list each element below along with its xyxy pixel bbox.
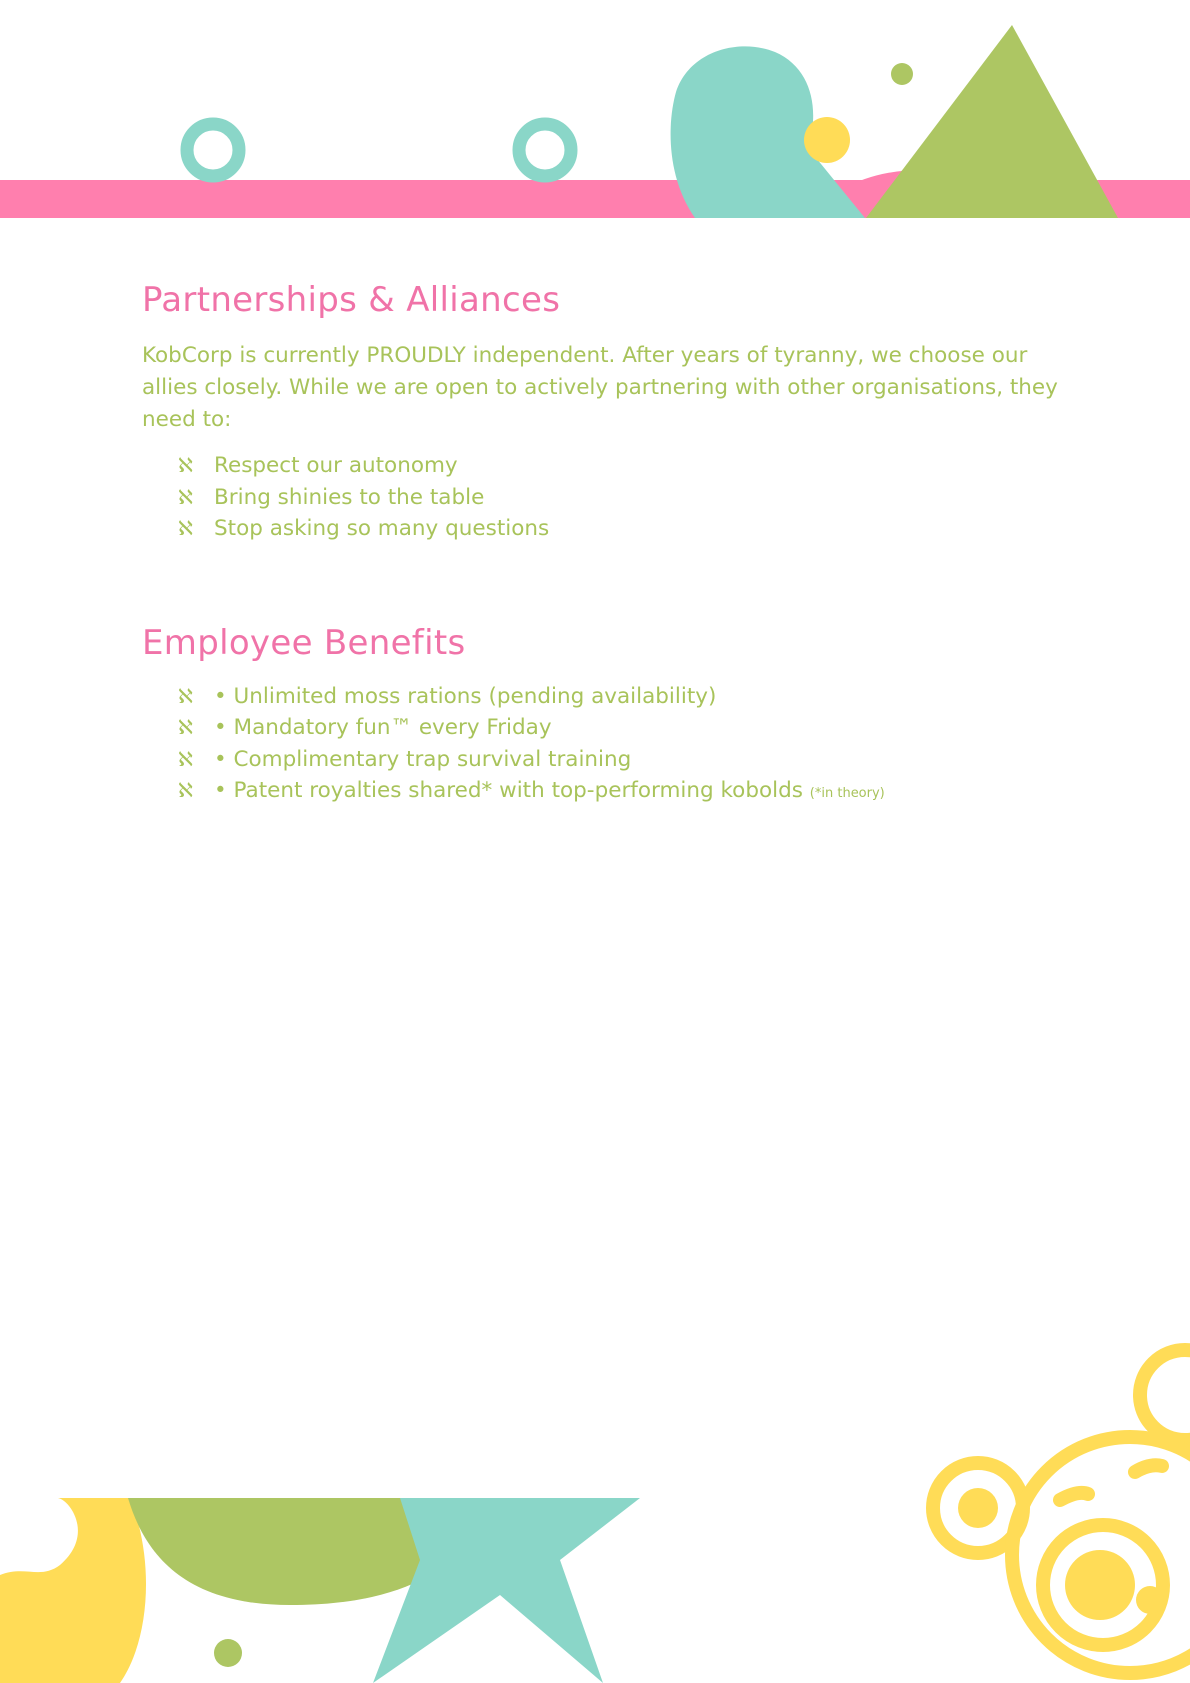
list-item <box>142 450 1062 482</box>
list-item <box>142 681 1062 713</box>
list-item-text: Bring shinies to the table <box>214 484 485 510</box>
list-item <box>142 712 1062 744</box>
benefits-section <box>142 623 1062 810</box>
kobold-nose <box>1136 1586 1164 1614</box>
page-content <box>142 280 1062 810</box>
teal-ring-right <box>519 124 571 176</box>
footnote-note: (*in theory) <box>809 786 885 801</box>
benefits-list <box>142 681 1062 810</box>
top-decorative-banner <box>0 0 1190 220</box>
list-item-text: Respect our autonomy <box>214 453 458 478</box>
kobold-brow-right <box>1135 1465 1162 1472</box>
benefits-heading: Employee Benefits <box>142 622 466 663</box>
list-item <box>142 775 1062 810</box>
yellow-dot <box>804 117 850 163</box>
kobold-ear-inner <box>958 1488 998 1528</box>
small-green-dot <box>891 63 913 85</box>
green-triangle <box>866 25 1118 218</box>
small-green-dot <box>214 1639 242 1667</box>
aleph-bullet-icon: ℵ <box>178 484 193 509</box>
bottom-decorative-graphics <box>0 1330 1190 1683</box>
partnerships-requirements-list <box>142 450 1062 545</box>
kobold-brow-left <box>1060 1493 1088 1500</box>
list-item-text: • Unlimited moss rations (pending availability) <box>214 683 717 709</box>
partnerships-section <box>142 280 1062 545</box>
list-item-text: Stop asking so many questions <box>214 516 550 541</box>
list-item <box>142 744 1062 776</box>
list-item-text: • Complimentary trap survival training <box>214 746 632 772</box>
aleph-bullet-icon: ℵ <box>178 516 193 540</box>
aleph-bullet-icon: ℵ <box>178 746 193 771</box>
aleph-bullet-icon: ℵ <box>178 683 193 708</box>
kobold-pupil <box>1065 1550 1135 1620</box>
yellow-hook-shape <box>0 1498 146 1683</box>
aleph-bullet-icon: ℵ <box>178 453 193 477</box>
partnerships-intro: KobCorp is currently PROUDLY independent. After years of tyranny, we choose our allies closely. While we are open to actively partnering with other organisations, they need to: <box>142 343 1058 432</box>
teal-ring-left <box>187 124 239 176</box>
list-item-text: • Patent royalties shared* with top-performing kobolds <box>214 778 810 803</box>
list-item-text: • Mandatory fun™ every Friday <box>214 715 552 740</box>
list-item <box>142 513 1062 545</box>
aleph-bullet-icon: ℵ <box>178 778 193 802</box>
teal-star <box>373 1498 640 1683</box>
kobold-ear-right <box>1140 1350 1190 1440</box>
list-item <box>142 482 1062 514</box>
aleph-bullet-icon: ℵ <box>178 715 193 739</box>
partnerships-heading: Partnerships & Alliances <box>142 280 561 320</box>
